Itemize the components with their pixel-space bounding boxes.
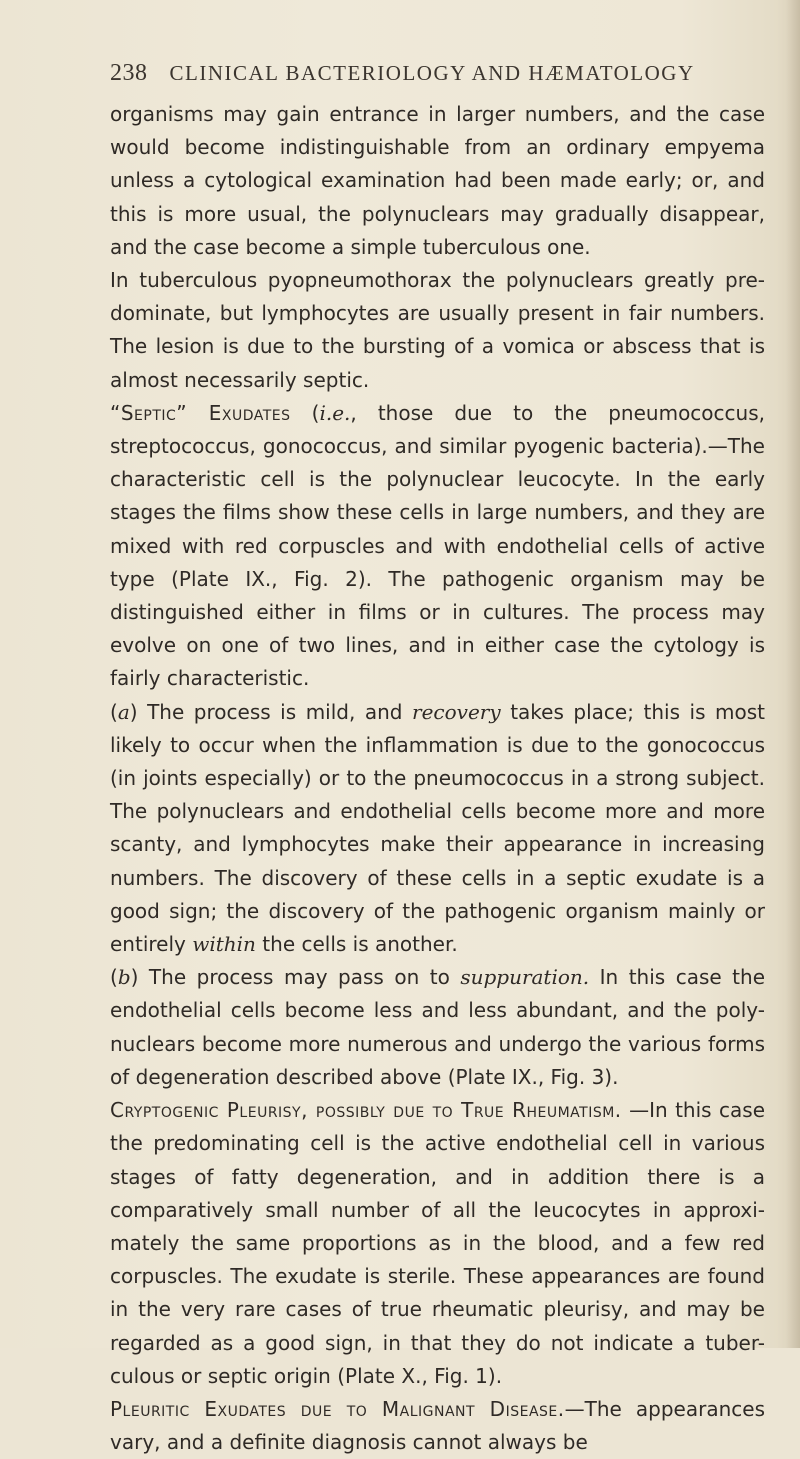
paragraph-4-mid: ) The process is mild, and [129, 699, 413, 724]
paragraph-6 [110, 1094, 765, 1393]
emphasis-suppuration: suppuration. [460, 965, 590, 990]
paragraph-2: In tuberculous pyopneumothorax the polynuclears greatly pre-dominate, but lymphocytes are usually present in fair numbers. The lesion is due to the bursting of a vomica or abscess that is almost necessarily septic. [110, 268, 765, 392]
label-a: a [117, 699, 130, 724]
label-b: b [117, 965, 131, 990]
paragraph-7-text: —The appearances vary, and a definite diagnosis cannot always be [110, 1396, 765, 1455]
paragraph-3 [110, 397, 765, 696]
paragraph-7 [110, 1393, 765, 1459]
body-text [110, 98, 765, 1459]
page-number: 238 [110, 60, 148, 86]
section-heading-malignant-disease: Pleuritic Exudates due to Malignant Disease. [110, 1396, 565, 1421]
paragraph-1: organisms may gain entrance in larger numbers, and the case would become indistinguishable from an ordinary empyema unless a cytological examination had been made early; or, and this is more usual, the polynuclears may gradually disappear, and the case become a simple tuberculous one. [110, 102, 765, 259]
abbreviation-ie: i.e. [319, 400, 351, 425]
paragraph-4-end: the cells is another. [255, 932, 458, 957]
page-edge-shadow [786, 0, 800, 1348]
paragraph-4 [110, 696, 765, 962]
running-header [110, 60, 710, 87]
paragraph-4-text: takes place; this is most likely to occur when the inflammation is due to the gonococcus (in joints especially) or to the pneumococcus in a strong subject. The polynuclears and endothelial cells become more and more scanty, and lymphocytes make their appearance in increasing numbers. The discovery of these cells in a septic exudate is a good sign; the discovery of the pathogenic organism mainly or entirely [110, 699, 765, 957]
paragraph-5-mid: ) The process may pass on to [130, 965, 461, 990]
paragraph-3-open-paren: ( [290, 400, 320, 425]
paragraph-6-text: —In this case the predominating cell is the active endothelial cell in various stages of fatty degeneration, and in addition there is a comparatively small number of all the leucocytes in approxi-mately the same proportions as in the blood, and a few red corpuscles. The exudate is sterile. These appearances are found in the very rare cases of true rheumatic pleurisy, and may be regarded as a good sign, in that they do not indicate a tuber-culous or septic origin (Plate X., Fig. 1). [110, 1098, 765, 1388]
paragraph-5 [110, 961, 765, 1094]
emphasis-within: within [192, 932, 256, 957]
running-title: CLINICAL BACTERIOLOGY AND HÆMATOLOGY [169, 61, 695, 85]
paragraph-3-text: , those due to the pneumococcus, streptococcus, gonococcus, and similar pyogenic bacteria).—The characteristic cell is the polynuclear leucocyte. In the early stages the films show these cells in large numbers, and they are mixed with red corpuscles and with endothelial cells of active type (Plate IX., Fig. 2). The pathogenic organism may be distinguished either in films or in cultures. The process may evolve on one of two lines, and in either case the cytology is fairly characteristic. [110, 400, 765, 691]
emphasis-recovery: recovery [412, 699, 501, 724]
paragraph-5-text: In this case the endothelial cells become less and less abundant, and the poly-nuclears become more numerous and undergo the various forms of degeneration described above (Plate IX., Fig. 3). [110, 965, 765, 1089]
paragraph-4-open: ( [110, 699, 118, 724]
section-heading-septic-exudates: “Septic” Exudates [110, 400, 291, 425]
section-heading-cryptogenic-pleurisy: Cryptogenic Pleurisy, possibly due to True Rheumatism. [110, 1098, 622, 1123]
paragraph-5-open: ( [110, 965, 118, 990]
